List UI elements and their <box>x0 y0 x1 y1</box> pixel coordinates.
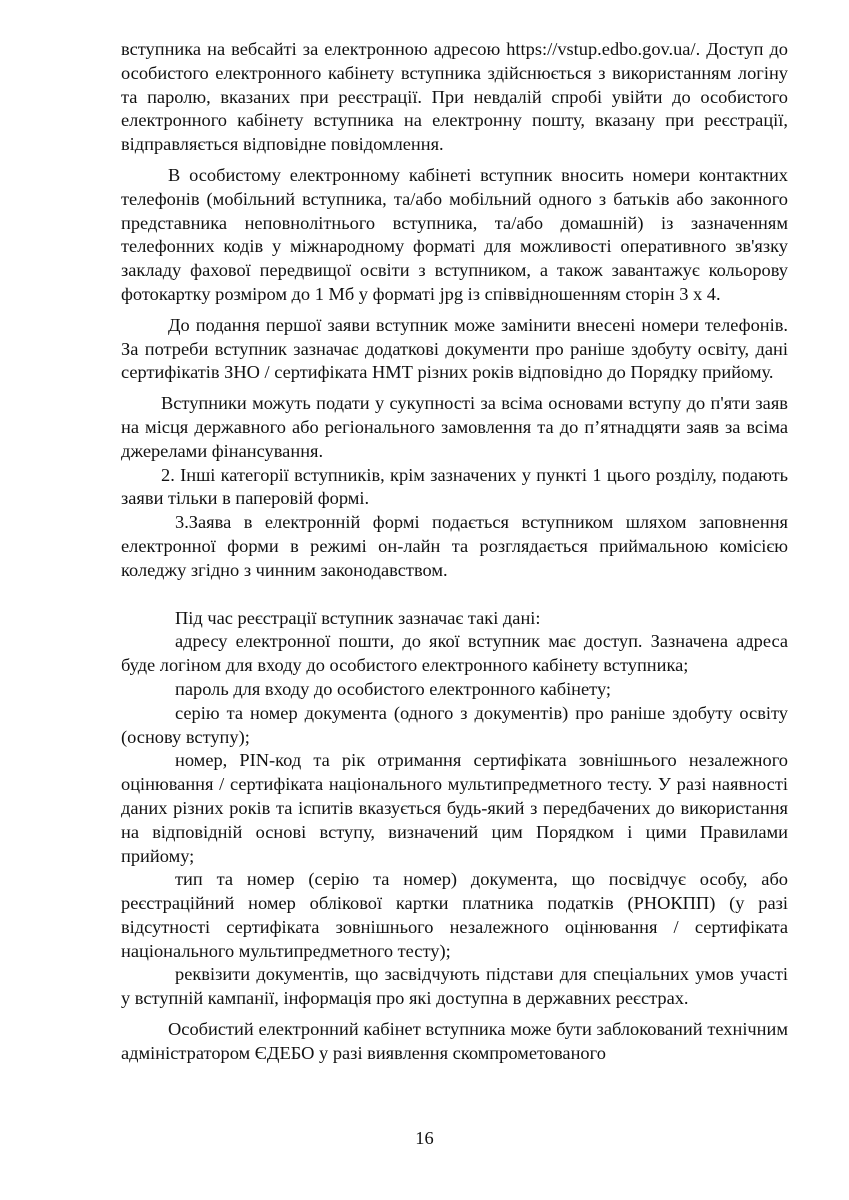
paragraph-application-limit: Вступники можуть подати у сукупності за всіма основами вступу до п'яти заяв на місця державного або регіонального замовлення та до п’ятнадцяти заяв за всіма джерелами фінансування. <box>121 393 788 461</box>
paragraph-registration-email: адресу електронної пошти, до якої вступник має доступ. Зазначена адреса буде логіном для входу до особистого електронного кабінету вступника; <box>121 631 788 676</box>
paragraph-item-2: 2. Інші категорії вступників, крім зазначених у пункті 1 цього розділу, подають заяви тільки в паперовій формі. <box>121 464 788 509</box>
paragraph-registration-password: пароль для входу до особистого електронного кабінету; <box>175 678 612 699</box>
paragraph-contact-phones: В особистому електронному кабінеті вступник вносить номери контактних телефонів (мобільний вступника, та/або мобільний одного з батьків або законного представника неповнолітнього вступника, та/або домашній) із зазначенням телефонних кодів у міжнародному форматі для можливості оперативного зв'язку закладу фахової передвищої освіти з вступником, а також завантажує кольорову фотокартку розміром до 1 Мб у форматі jpg із співвідношенням сторін 3 х 4. <box>121 164 788 304</box>
paragraph-registration-special: реквізити документів, що засвідчують підстави для спеціальних умов участі у вступній кампанії, інформація про які доступна в державних реєстрах. <box>121 964 788 1009</box>
paragraph-phone-change: До подання першої заяви вступник може замінити внесені номери телефонів. За потреби вступник зазначає додаткові документи про раніше здобуту освіту, дані сертифікатів ЗНО / сертифіката НМТ різних років відповідно до Порядку прийому. <box>121 314 788 383</box>
paragraph-registration-id: тип та номер (серію та номер) документа, що посвідчує особу, або реєстраційний номер облікової картки платника податків (РНОКПП) (у разі відсутності сертифіката зовнішнього незалежного оцінювання / сертифіката національного мультипредметного тесту); <box>121 869 788 961</box>
paragraph-registration-certificate: номер, PIN-код та рік отримання сертифіката зовнішнього незалежного оцінювання / сертифіката національного мультипредметного тесту. У разі наявності даних різних років та іспитів вказується будь-який з передбачених до використання на відповідній основі вступу, визначений цим Порядком і цими Правилами прийому; <box>121 750 788 866</box>
document-page <box>121 38 788 1066</box>
paragraph-item-3: 3.Заява в електронній формі подається вступником шляхом заповнення електронної форми в режимі он-лайн та розглядається приймальною комісією коледжу згідно з чинним законодавством. <box>121 512 788 580</box>
paragraph-registration-document: серію та номер документа (одного з документів) про раніше здобуту освіту (основу вступу); <box>121 702 788 747</box>
paragraph-login-info: вступника на вебсайті за електронною адресою https://vstup.edbo.gov.ua/. Доступ до особистого електронного кабінету вступника здійснюється з використанням логіну та паролю, вказаних при реєстрації. При невдалій спробі увійти до особистого електронного кабінету вступника на електронну пошту, вказану при реєстрації, відправляється відповідне повідомлення. <box>121 39 788 155</box>
paragraph-registration-heading: Під час реєстрації вступник зазначає такі дані: <box>175 607 541 628</box>
page-number: 16 <box>415 1128 434 1148</box>
paragraph-cabinet-blocked: Особистий електронний кабінет вступника може бути заблокований технічним адміністратором ЄДЕБО у разі виявлення скомпрометованого <box>121 1019 788 1063</box>
